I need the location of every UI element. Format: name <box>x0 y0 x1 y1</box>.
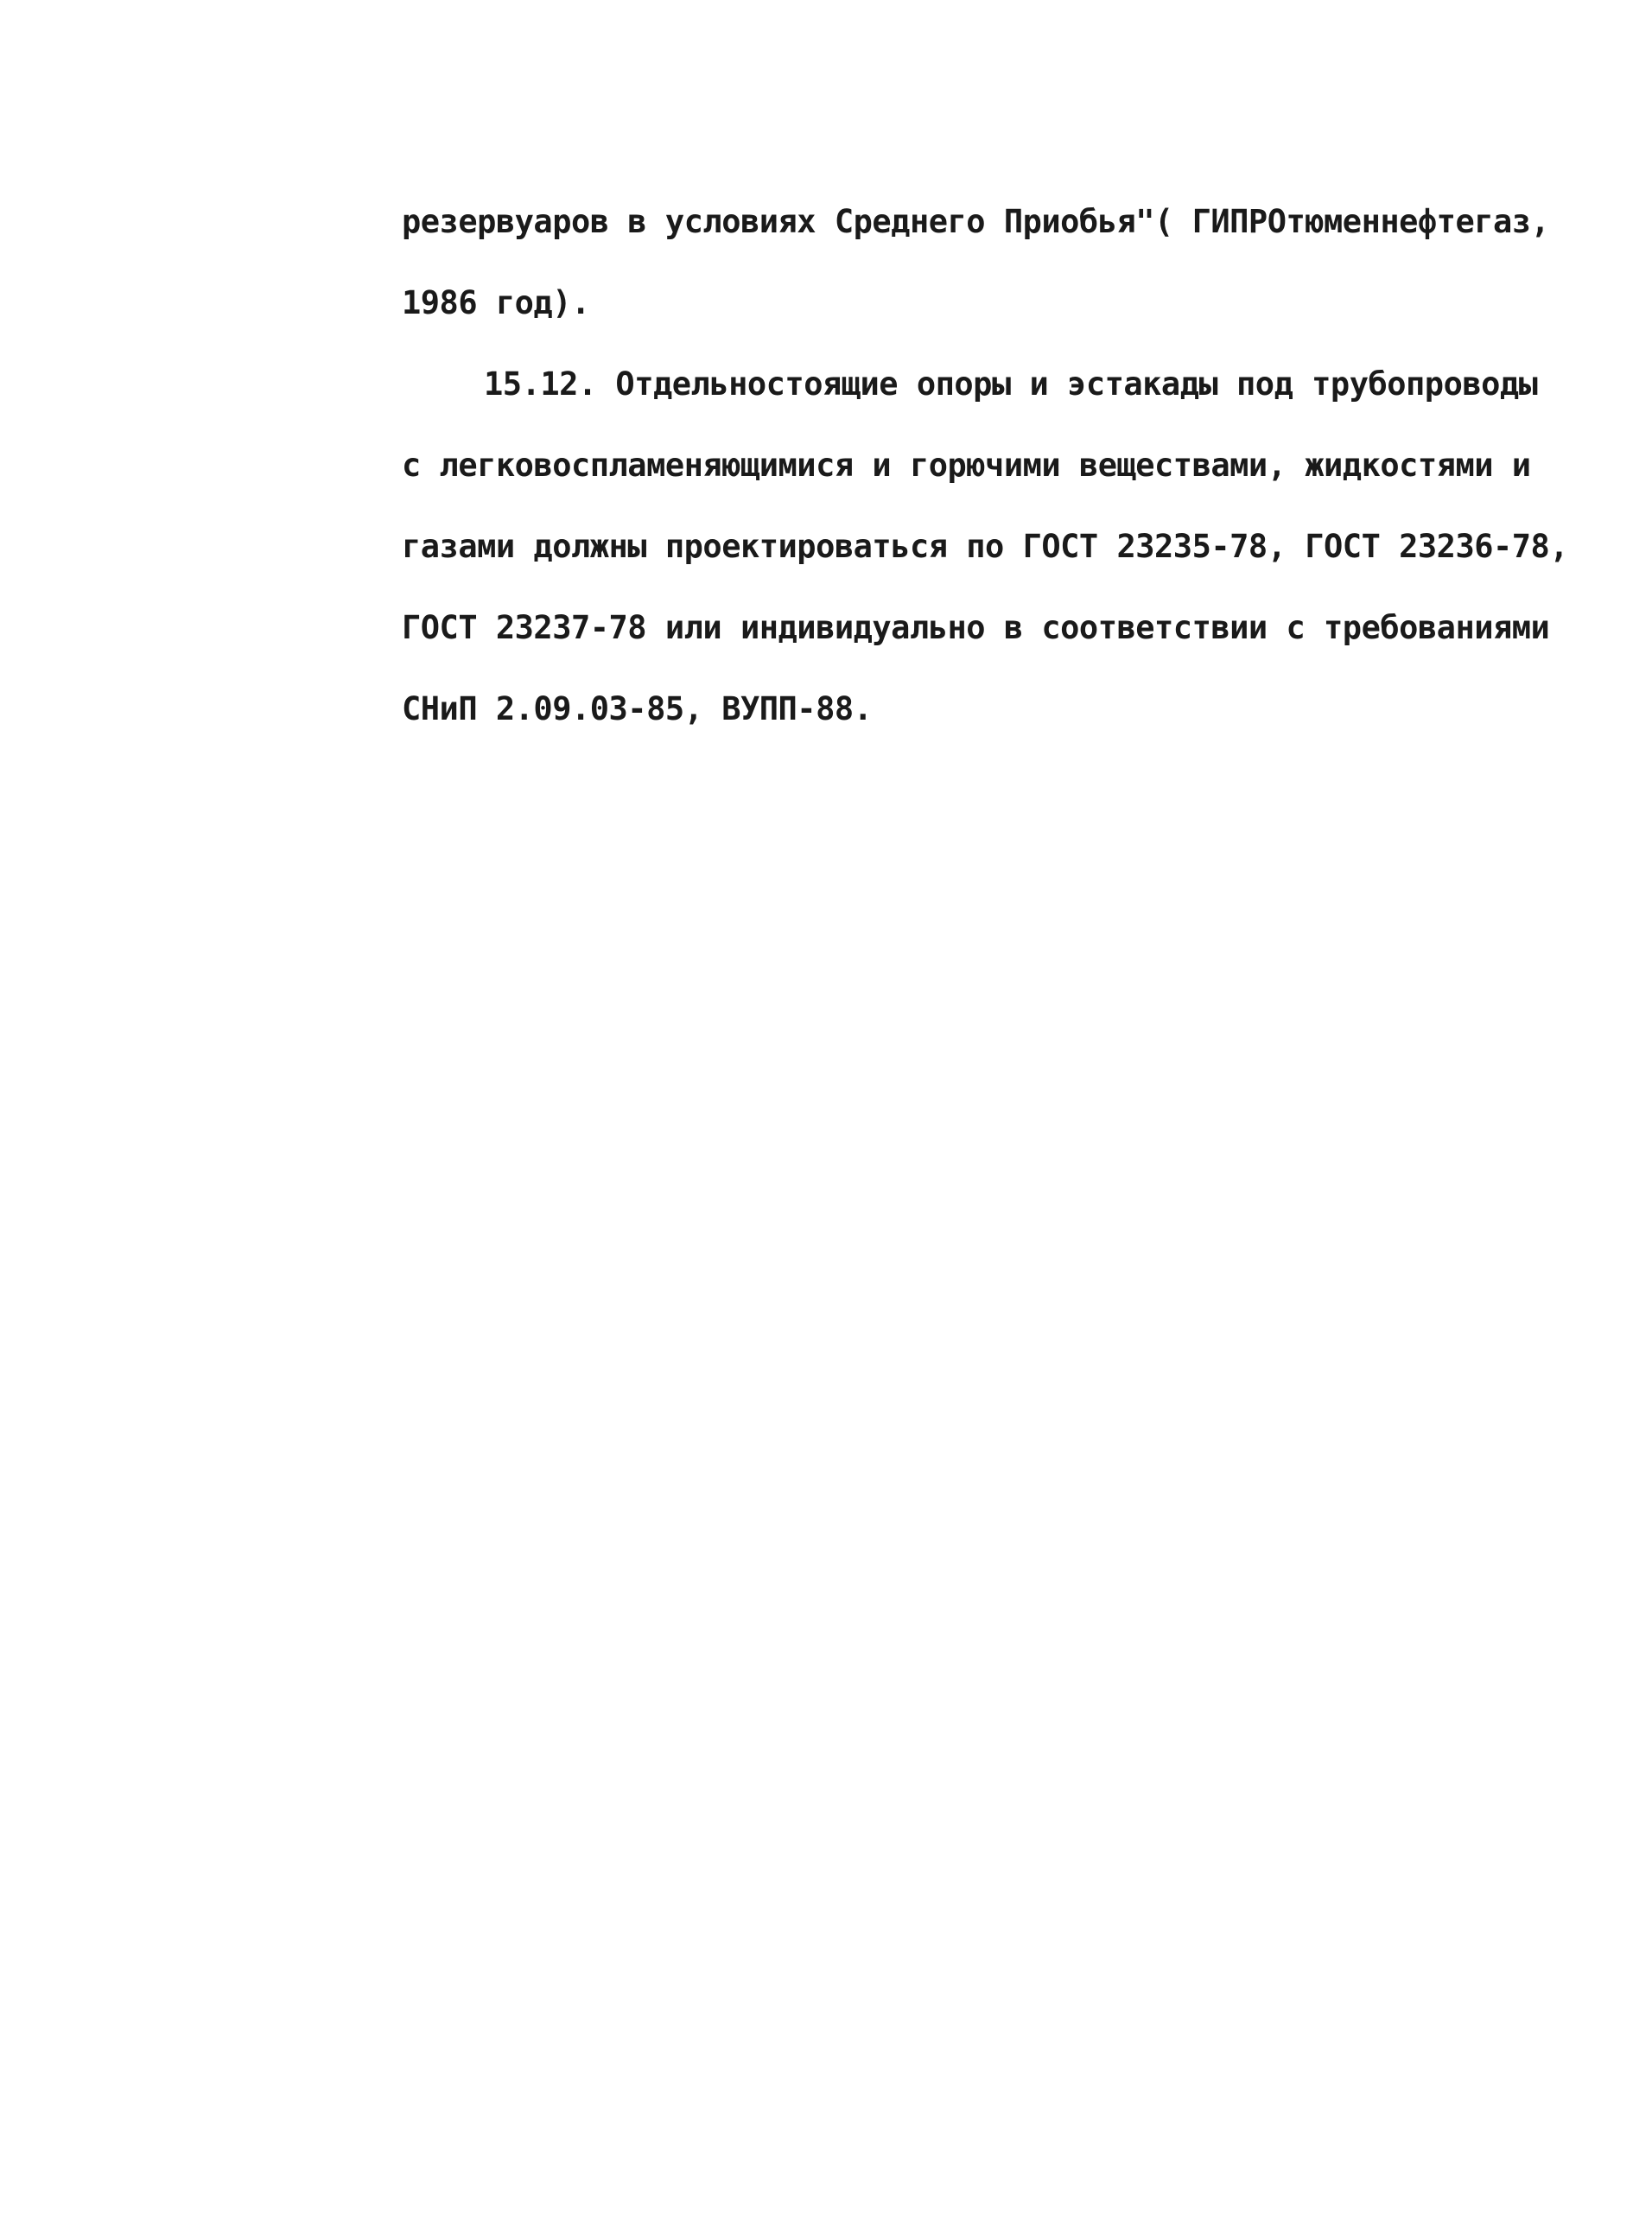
text-line: газами должны проектироваться по ГОСТ 23235-78, ГОСТ 23236-78, <box>402 528 1569 565</box>
paragraph-first-line: 15.12. Отдельностоящие опоры и эстакады под трубопроводы <box>484 365 1538 403</box>
document-body <box>402 203 1569 774</box>
text-line: с легковоспламеняющимися и горючими веществами, жидкостями и <box>402 447 1531 484</box>
text-line: 1986 год). <box>402 284 590 321</box>
text-line: СНиП 2.09.03-85, ВУПП-88. <box>402 690 873 727</box>
text-line: ГОСТ 23237-78 или индивидуально в соответствии с требованиями <box>402 609 1550 646</box>
text-line: резервуаров в условиях Среднего Приобья"( ГИПРОтюменнефтегаз, <box>402 203 1550 240</box>
